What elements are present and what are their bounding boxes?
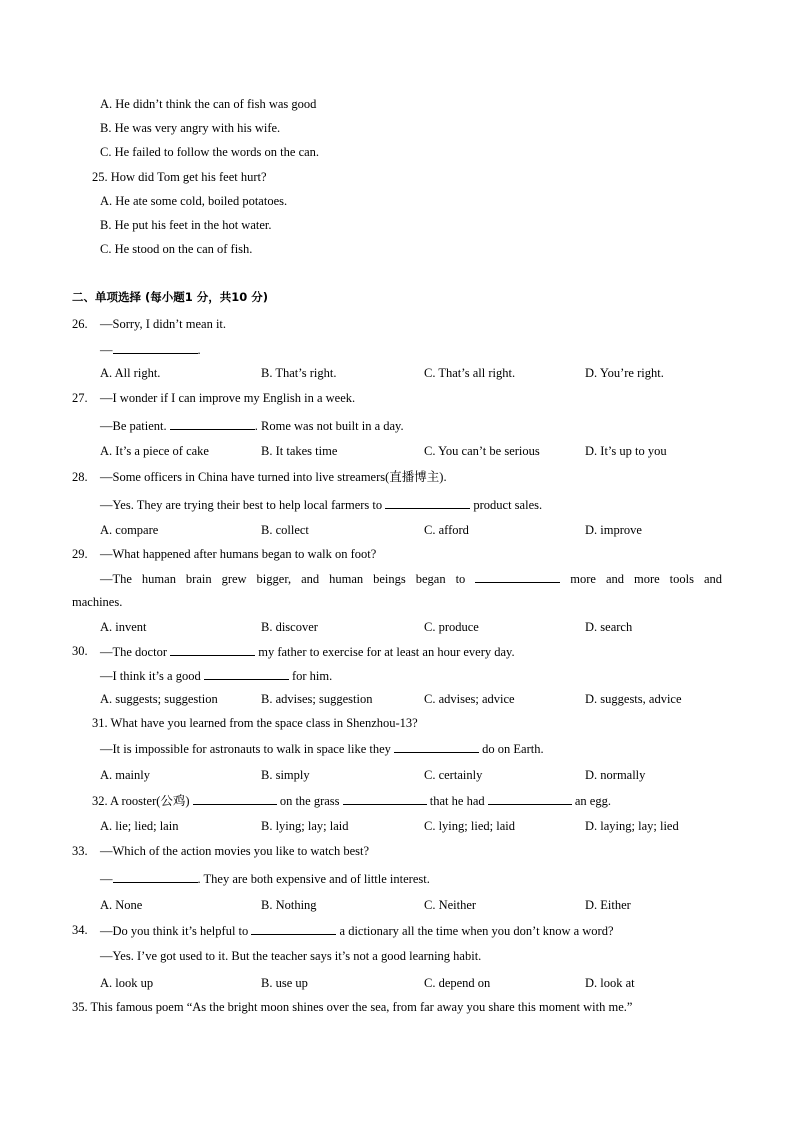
q28-option-d: D. improve [585,523,642,537]
q29-option-c: C. produce [424,620,479,634]
q29-line1: —What happened after humans began to walk on foot? [100,547,377,561]
q29-option-d: D. search [585,620,633,634]
q31-line2: —It is impossible for astronauts to walk in space like they do on Earth. [100,742,544,756]
answer-blank [170,643,255,656]
q29-line3: machines. [72,595,123,609]
q27-option-d: D. It’s up to you [585,444,667,458]
q29-option-b: B. discover [261,620,318,634]
answer-blank [475,570,560,583]
q28-number: 28. [72,470,88,484]
q32-option-a: A. lie; lied; lain [100,819,179,833]
q34-number: 34. [72,923,88,937]
q31-option-c: C. certainly [424,768,483,782]
q31-option-d: D. normally [585,768,646,782]
q32-option-d: D. laying; lay; lied [585,819,679,833]
q24-option-a: A. He didn’t think the can of fish was good [100,97,317,111]
q28-line2: —Yes. They are trying their best to help local farmers to product sales. [100,498,543,512]
q26-option-a: A. All right. [100,366,161,380]
q28-option-b: B. collect [261,523,309,537]
q30-number: 30. [72,644,88,658]
q31-stem: 31. What have you learned from the space class in Shenzhou-13? [92,716,418,730]
q28-option-a: A. compare [100,523,159,537]
q26-option-b: B. That’s right. [261,366,337,380]
q27-option-c: C. You can’t be serious [424,444,540,458]
q30-option-d: D. suggests, advice [585,692,682,706]
q26-line1: —Sorry, I didn’t mean it. [100,317,227,331]
answer-blank [113,870,198,883]
q26-option-d: D. You’re right. [585,366,664,380]
q27-option-a: A. It’s a piece of cake [100,444,209,458]
q24-option-b: B. He was very angry with his wife. [100,121,281,135]
q33-line1: —Which of the action movies you like to watch best? [100,844,370,858]
q34-option-b: B. use up [261,976,308,990]
q30-line2: —I think it’s a good for him. [100,669,333,683]
q25-option-a: A. He ate some cold, boiled potatoes. [100,194,288,208]
q27-option-b: B. It takes time [261,444,338,458]
q30-option-a: A. suggests; suggestion [100,692,218,706]
answer-blank [385,496,470,509]
q33-option-d: D. Either [585,898,631,912]
q34-option-d: D. look at [585,976,635,990]
section-title: 二、单项选择 (每小题1 分，共10 分) [72,290,269,304]
answer-blank [488,792,572,805]
q25-option-c: C. He stood on the can of fish. [100,242,253,256]
q33-option-b: B. Nothing [261,898,317,912]
answer-blank [113,341,198,354]
q26-line2: — . [100,343,201,357]
q25-option-b: B. He put his feet in the hot water. [100,218,272,232]
q34-option-c: C. depend on [424,976,491,990]
q27-line1: —I wonder if I can improve my English in a week. [100,391,356,405]
answer-blank [343,792,427,805]
q31-option-b: B. simply [261,768,310,782]
q32-option-b: B. lying; lay; laid [261,819,349,833]
q28-line1: —Some officers in China have turned into live streamers(直播博主). [100,470,447,484]
answer-blank [193,792,277,805]
q33-line2: — . They are both expensive and of little interest. [100,872,430,886]
q28-option-c: C. afford [424,523,469,537]
q29-option-a: A. invent [100,620,147,634]
q30-option-b: B. advises; suggestion [261,692,373,706]
q34-option-a: A. look up [100,976,154,990]
q29-line2: —The human brain grew bigger, and human beings began to more and more tools and [100,572,722,586]
q27-number: 27. [72,391,88,405]
q31-option-a: A. mainly [100,768,150,782]
q34-line1: —Do you think it’s helpful to a dictionary all the time when you don’t know a word? [100,924,614,938]
q34-line2: —Yes. I’ve got used to it. But the teacher says it’s not a good learning habit. [100,949,482,963]
q24-option-c: C. He failed to follow the words on the can. [100,145,320,159]
q33-option-c: C. Neither [424,898,477,912]
q30-line1: —The doctor my father to exercise for at least an hour every day. [100,645,515,659]
answer-blank [204,667,289,680]
q26-option-c: C. That’s all right. [424,366,516,380]
answer-blank [394,740,479,753]
q25-stem: 25. How did Tom get his feet hurt? [92,170,267,184]
q29-number: 29. [72,547,88,561]
q32-option-c: C. lying; lied; laid [424,819,515,833]
q33-number: 33. [72,844,88,858]
q30-option-c: C. advises; advice [424,692,515,706]
q35-stem: 35. This famous poem “As the bright moon shines over the sea, from far away you share this moment with me.” [72,1000,633,1014]
q32-stem: 32. A rooster(公鸡) on the grass that he had an egg. [92,794,611,808]
answer-blank [251,922,336,935]
q26-number: 26. [72,317,88,331]
q27-line2: —Be patient. . Rome was not built in a day. [100,419,404,433]
q33-option-a: A. None [100,898,143,912]
answer-blank [170,417,255,430]
